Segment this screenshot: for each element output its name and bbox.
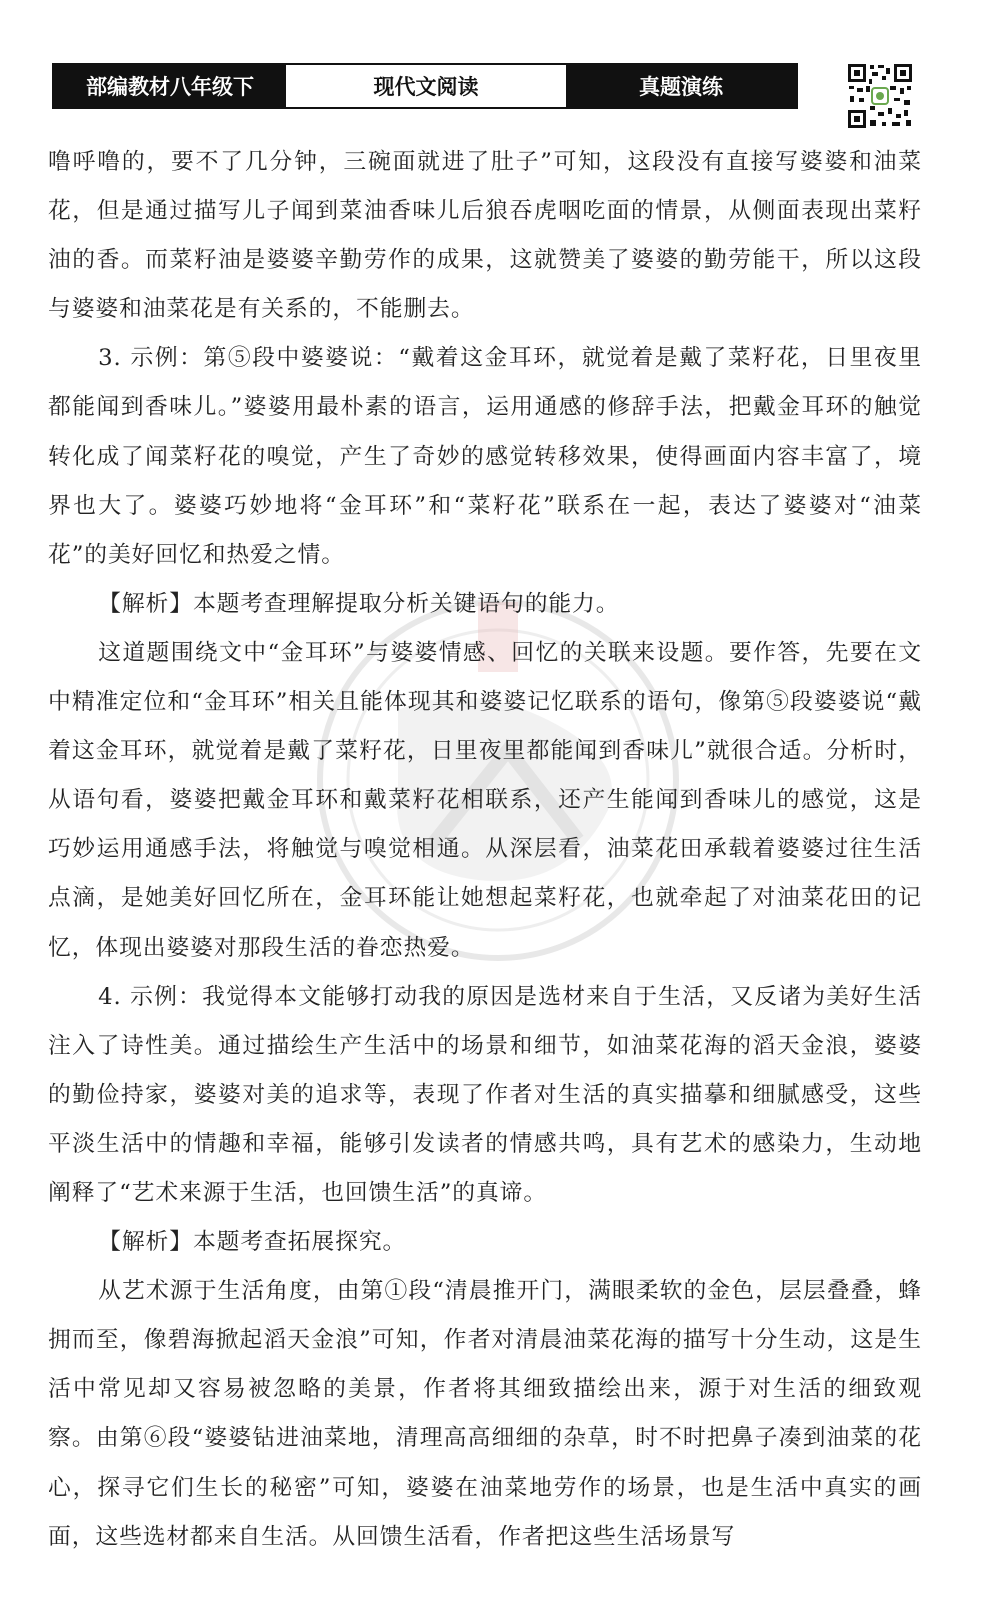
header-practice-label: 真题演练 [566, 65, 796, 107]
qr-code-icon [846, 62, 914, 130]
header-grade-label: 部编教材八年级下 [54, 65, 286, 107]
header-bar [52, 63, 798, 109]
paragraph-analysis-4-heading: 【解析】本题考查拓展探究。 [98, 1229, 407, 1256]
document-body [48, 138, 922, 1562]
paragraph-analysis-4: 从艺术源于生活角度，由第①段“清晨推开门，满眼柔软的金色，层层叠叠，蜂拥而至，像碧海掀起滔天金浪”可知，作者对清晨油菜花海的描写十分生动，这是生活中常见却又容易被忽略的美景，作者将其细致描绘出来，源于对生活的细致观察。由第⑥段“婆婆钻进油菜地，清理高高细细的杂草，时不时把鼻子凑到油菜的花心，探寻它们生长的秘密”可知，婆婆在油菜地劳作的场景，也是生活中真实的画面，这些选材都来自生活。从回馈生活看，作者把这些生活场景写 [48, 1278, 922, 1550]
paragraph-analysis-3: 这道题围绕文中“金耳环”与婆婆情感、回忆的关联来设题。要作答，先要在文中精准定位和“金耳环”相关且能体现其和婆婆记忆联系的语句，像第⑤段婆婆说“戴着这金耳环，就觉着是戴了菜籽花，日里夜里都能闻到香味儿”就很合适。分析时，从语句看，婆婆把戴金耳环和戴菜籽花相联系，还产生能闻到香味儿的感觉，这是巧妙运用通感手法，将触觉与嗅觉相通。从深层看，油菜花田承载着婆婆过往生活点滴，是她美好回忆所在，金耳环能让她想起菜籽花，也就牵起了对油菜花田的记忆，体现出婆婆对那段生活的眷恋热爱。 [48, 639, 922, 961]
paragraph-analysis-3-heading: 【解析】本题考查理解提取分析关键语句的能力。 [98, 590, 620, 617]
header-section-label: 现代文阅读 [286, 65, 566, 107]
paragraph-answer-3: 3. 示例：第⑤段中婆婆说：“戴着这金耳环，就觉着是戴了菜籽花，日里夜里都能闻到香味儿。”婆婆用最朴素的语言，运用通感的修辞手法，把戴金耳环的触觉转化成了闻菜籽花的嗅觉，产生了奇妙的感觉转移效果，使得画面内容丰富了，境界也大了。婆婆巧妙地将“金耳环”和“菜籽花”联系在一起，表达了婆婆对“油菜花”的美好回忆和热爱之情。 [48, 345, 922, 568]
paragraph-answer-4: 4. 示例：我觉得本文能够打动我的原因是选材来自于生活，又反诸为美好生活注入了诗性美。通过描绘生产生活中的场景和细节，如油菜花海的滔天金浪，婆婆的勤俭持家，婆婆对美的追求等，表现了作者对生活的真实描摹和细腻感受，这些平淡生活中的情趣和幸福，能够引发读者的情感共鸣，具有艺术的感染力，生动地阐释了“艺术来源于生活，也回馈生活”的真谛。 [48, 983, 922, 1206]
paragraph-1: 噜呼噜的，要不了几分钟，三碗面就进了肚子”可知，这段没有直接写婆婆和油菜花，但是通过描写儿子闻到菜油香味儿后狼吞虎咽吃面的情景，从侧面表现出菜籽油的香。而菜籽油是婆婆辛勤劳作的成果，这就赞美了婆婆的勤劳能干，所以这段与婆婆和油菜花是有关系的，不能删去。 [48, 149, 922, 323]
